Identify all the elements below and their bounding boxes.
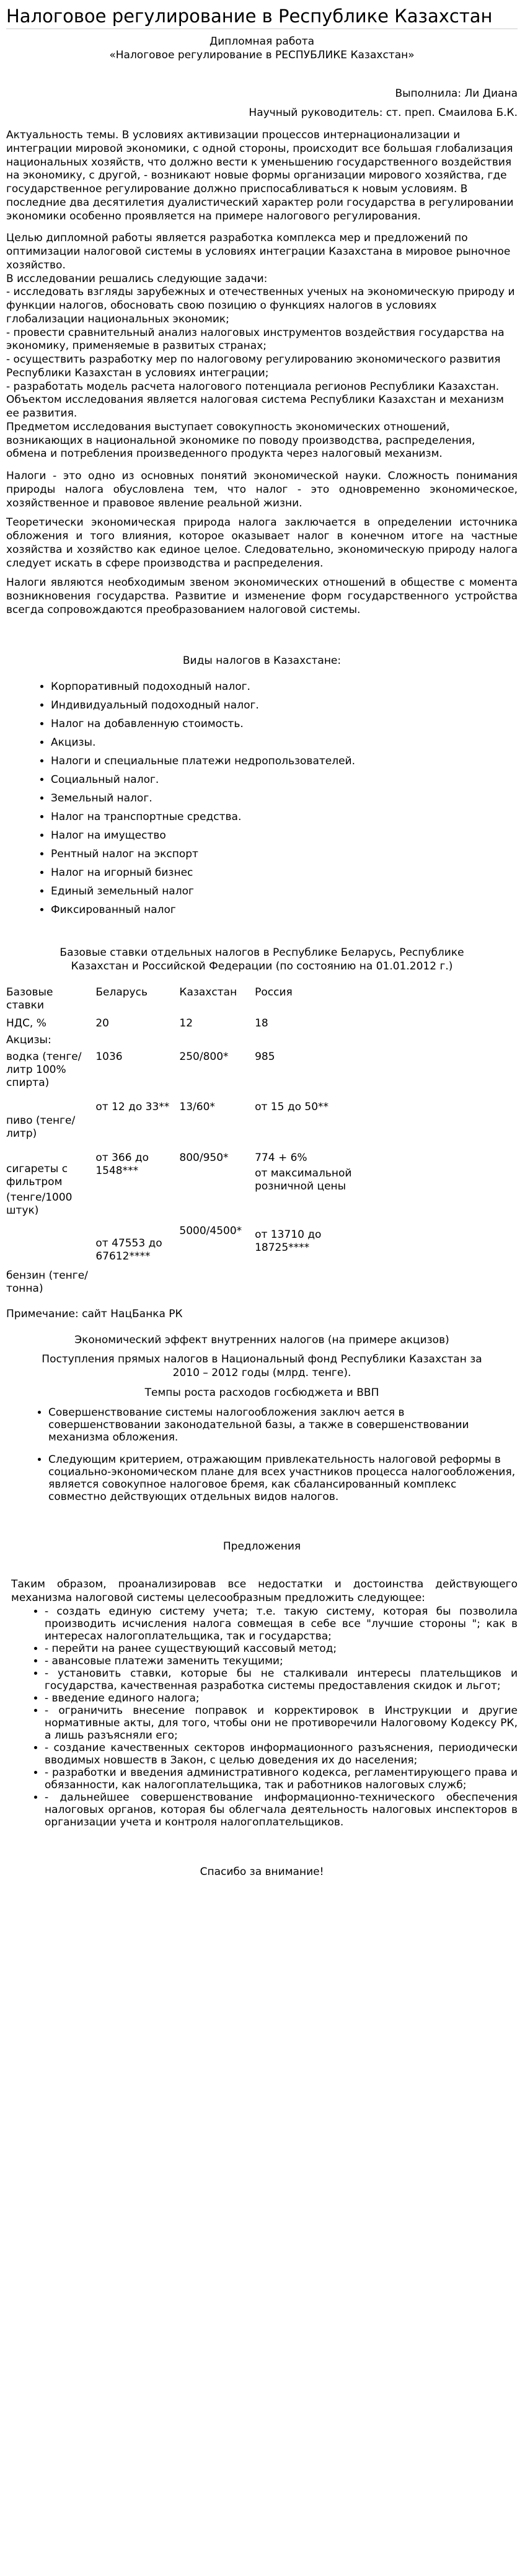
- row-label: водка (тенге/литр 100% спирта): [6, 1050, 82, 1089]
- list-item: • - введение единого налога;: [45, 1692, 518, 1705]
- cell: 985: [255, 1050, 275, 1063]
- row-label: пиво (тенге/литр): [6, 1114, 76, 1140]
- goal-line: В исследовании решались следующие задачи:: [6, 272, 268, 285]
- cig-label-line: сигареты с фильтром: [6, 1162, 68, 1188]
- supervisor-line: Научный руководитель: ст. преп. Смаилова Б.К.: [249, 107, 518, 120]
- rates-table: [6, 986, 360, 1295]
- goal-line: - провести сравнительный анализ налоговых инструментов воздействия государства на экономику, применяемые в развитых странах;: [6, 326, 505, 353]
- author-line: Выполнила: Ли Диана: [395, 87, 518, 100]
- proposals-heading: Предложения: [223, 1540, 301, 1553]
- row-label: НДС, %: [6, 1017, 46, 1030]
- effect-heading: Экономический эффект внутренних налогов (на примере акцизов): [74, 1333, 449, 1346]
- list-item: • Корпоративный подоходный налог.: [51, 680, 518, 694]
- intro-paragraph: Актуальность темы. В условиях активизации процессов интернационализации и интеграции мировой экономики, с одной стороны, происходит все большая глобализация национальных хозяйств, что должно вести к уменьшению государственного воздействия на экономику, с другой, - возникают новые формы организации мирового хозяйства, где государственное регулирование должно приспосабливаться к новым условиям. В последние два десятилетия дуалистический характер роли государства в регулировании экономики особенно проявляется на примере налогового регулирования.: [6, 129, 514, 223]
- goals-block: [6, 232, 518, 461]
- cell: от 47553 до 67612****: [95, 1237, 162, 1263]
- list-item: • Единый земельный налог: [51, 884, 518, 898]
- growth-heading: Темпы роста расходов госбюджета и ВВП: [144, 1386, 379, 1399]
- list-item: • Земельный налог.: [51, 792, 518, 805]
- rates-heading: Базовые ставки отдельных налогов в Республике Беларусь, Республике Казахстан и Российской Федерации (по состоянию на 01.01.2012 г.): [60, 946, 464, 973]
- goal-line: Предметом исследования выступает совокупность экономических отношений, возникающих в национальной экономике по поводу производства, распределения, обмена и потребления произведенного продукта через налоговый механизм.: [6, 420, 475, 461]
- cell: 12: [179, 1017, 193, 1030]
- cell: от 12 до 33**: [95, 1100, 170, 1113]
- table-row: [6, 1263, 360, 1295]
- list-item: • Налог на имущество: [51, 829, 518, 842]
- row-label: бензин (тенге/тонна): [6, 1269, 88, 1295]
- list-item: • Фиксированный налог: [51, 903, 518, 917]
- row-label: [6, 1140, 95, 1217]
- list-item: • - авансовые платежи заменить текущими;: [45, 1655, 518, 1667]
- goal-line: Объектом исследования является налоговая система Республики Казахстан и механизм ее развития.: [6, 394, 504, 420]
- theory-paragraph: Теоретически экономическая природа налога заключается в определении источника обложения и того влияния, которое оказывает налог в конечном итоге на частные хозяйства и хозяйство как единое целое. Следовательно, экономическую природу налога следует искать в сфере производства и распределения.: [6, 516, 518, 570]
- cell: от 15 до 50**: [255, 1100, 329, 1113]
- tax-concept-paragraph: Налоги - это одно из основных понятий экономической науки. Сложность понимания природы налога обусловлена тем, что налог - это одновременно экономическое, хозяйственное и правовое явление реальной жизни.: [6, 470, 518, 509]
- list-item: • Акцизы.: [51, 736, 518, 749]
- header-cell: Базовые ставки: [6, 986, 53, 1012]
- proposals-list: [6, 1605, 518, 1828]
- thesis-type: Дипломная работа: [209, 35, 315, 48]
- list-item: • Рентный налог на экспорт: [51, 847, 518, 861]
- row-label: Акцизы:: [6, 1033, 51, 1046]
- cell: 20: [95, 1017, 109, 1030]
- table-row: [6, 1012, 360, 1030]
- tax-types-heading: Виды налогов в Казахстане:: [182, 654, 342, 667]
- table-row: [6, 1047, 360, 1090]
- cell: от 13710 до 18725****: [255, 1228, 322, 1254]
- list-item: • Социальный налог.: [51, 773, 518, 787]
- cell: 18: [255, 1017, 268, 1030]
- cell: 250/800*: [179, 1050, 229, 1063]
- cig-label-line: (тенге/1000 штук): [6, 1191, 73, 1217]
- list-item: • - установить ставки, которые бы не сталкивали интересы плательщиков и государства, качественная разработка системы предоставления скидок и льгот;: [45, 1667, 518, 1692]
- cell: [255, 1140, 360, 1217]
- page-title: Налоговое регулирование в Республике Казахстан: [6, 0, 518, 29]
- list-item: • Налог на добавленную стоимость.: [51, 717, 518, 731]
- table-row: [6, 1030, 360, 1047]
- list-item: • Налог на транспортные средства.: [51, 810, 518, 824]
- tax-types-list: [6, 680, 518, 917]
- goal-line: - исследовать взгляды зарубежных и отечественных ученых на экономическую природу и функции налогов, обосновать свою позицию о функциях налогов в условиях глобализации национальных экономик;: [6, 286, 515, 325]
- link-paragraph: Налоги являются необходимым звеном экономических отношений в обществе с момента возникновения государства. Развитие и изменение форм государственного устройства всегда сопровождаются преобразованием налоговой системы.: [6, 576, 518, 616]
- cig-ru-value: 774 + 6%: [255, 1151, 307, 1164]
- cell: 5000/4500*: [179, 1224, 242, 1237]
- list-item: • - перейти на ранее существующий кассовый метод;: [45, 1643, 518, 1655]
- list-item: • Налог на игорный бизнес: [51, 866, 518, 880]
- thesis-title: «Налоговое регулирование в РЕСПУБЛИКЕ Казахстан»: [109, 48, 415, 61]
- header-cell: Россия: [255, 986, 293, 999]
- list-item: • Индивидуальный подоходный налог.: [51, 699, 518, 712]
- table-row: [6, 1140, 360, 1217]
- goal-line: - разработать модель расчета налогового потенциала регионов Республики Казахстан.: [6, 380, 500, 393]
- list-item: • Следующим критерием, отражающим привлекательность налоговой реформы в социально-экономическом плане для всех участников процесса налогообложения, является совокупное налоговое бремя, как сбалансированный комплекс совместно действующих отдельных видов налогов.: [48, 1453, 518, 1503]
- list-item: • Совершенствование системы налогообложения заключ ается в совершенствовании законодательной базы, а также в совершенствовании механизма обложения.: [48, 1406, 518, 1444]
- proposals-intro: Таким образом, проанализировав все недостатки и достоинства действующего механизма налоговой системы целесообразным предложить следующее:: [11, 1578, 518, 1604]
- cell: 800/950*: [179, 1151, 229, 1164]
- goal-line: - осуществить разработку мер по налоговому регулированию экономического развития Республики Казахстан в условиях интеграции;: [6, 353, 501, 379]
- list-item: • - ограничить внесение поправок и корректировок в Инструкции и другие нормативные акты, для того, чтобы они не противоречили Налоговому Кодексу РК, а лишь разъясняли его;: [45, 1705, 518, 1742]
- cell: от 366 до 1548***: [95, 1151, 149, 1177]
- table-row: [6, 986, 360, 1012]
- closing-text: Спасибо за внимание!: [200, 1865, 324, 1878]
- list-item: • - разработки и введения административного кодекса, регламентирующего права и обязанности, как налогоплательщика, так и работников налоговых служб;: [45, 1767, 518, 1791]
- cell: 13/60*: [179, 1100, 215, 1113]
- list-item: • Налоги и специальные платежи недропользователей.: [51, 754, 518, 768]
- rates-note: Примечание: сайт НацБанка РК: [6, 1307, 183, 1320]
- cig-ru-note: от максимальной розничной цены: [255, 1167, 352, 1193]
- list-item: • - создать единую систему учета; т.е. такую систему, которая бы позволила производить исчисления налога совмещая в себе все "лучшие стороны "; как в интересах налогоплательщика, так и государства;: [45, 1605, 518, 1643]
- list-item: • - создание качественных секторов информационного разъяснения, периодически вводимых новшеств в Закон, с целью доведения их до населения;: [45, 1742, 518, 1767]
- goal-line: Целью дипломной работы является разработка комплекса мер и предложений по оптимизации налоговой системы в условиях интеграции Казахстана в мировое рыночное хозяйство.: [6, 232, 511, 271]
- list-item: • - дальнейшее совершенствование информационно-технического обеспечения налоговых органов, которая бы облегчала деятельность налоговых инспекторов в организации учета и контроля налогоплательщиков.: [45, 1791, 518, 1828]
- criteria-list: [6, 1406, 518, 1503]
- cell: 1036: [95, 1050, 123, 1063]
- table-row: [6, 1217, 360, 1263]
- table-row: [6, 1090, 360, 1140]
- header-cell: Беларусь: [95, 986, 148, 999]
- header-cell: Казахстан: [179, 986, 237, 999]
- fund-heading: Поступления прямых налогов в Национальный фонд Республики Казахстан за 2010 – 2012 годы (млрд. тенге).: [42, 1353, 482, 1379]
